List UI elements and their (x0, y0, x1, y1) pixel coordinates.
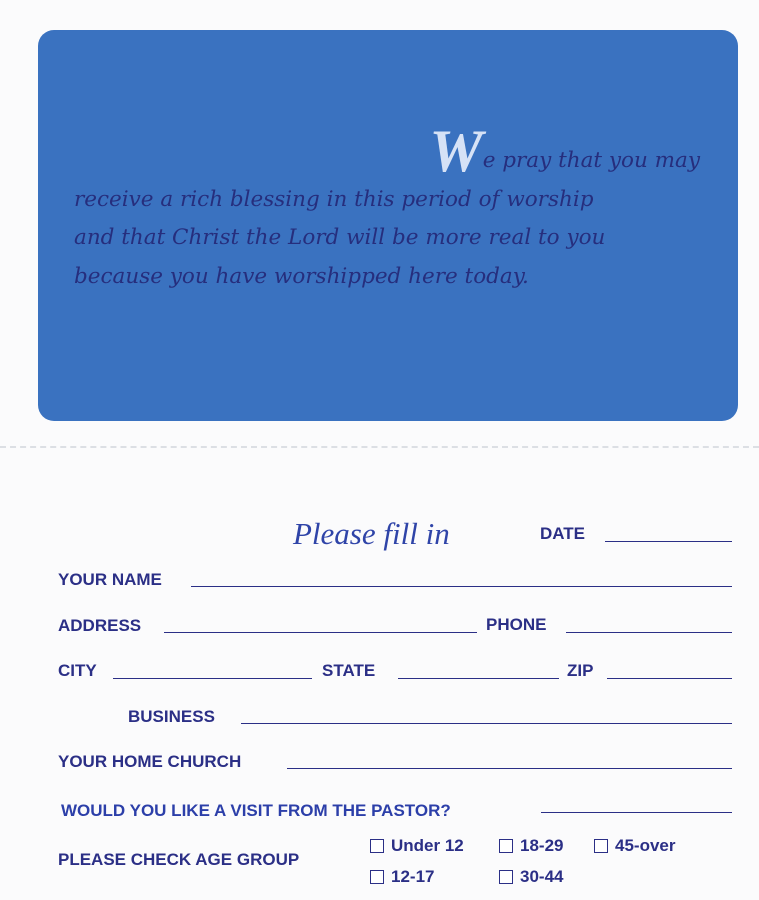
date-field[interactable] (605, 541, 732, 542)
drop-cap: W (429, 118, 483, 184)
age-group-label: PLEASE CHECK AGE GROUP (58, 850, 300, 869)
city-label: CITY (58, 661, 97, 680)
pastor-visit-label: WOULD YOU LIKE A VISIT FROM THE PASTOR? (61, 801, 451, 820)
age-option-30-44[interactable]: 30-44 (499, 867, 563, 887)
business-label: BUSINESS (128, 707, 215, 726)
phone-label: PHONE (486, 615, 547, 634)
pastor-visit-field[interactable] (541, 812, 732, 813)
name-label: YOUR NAME (58, 570, 162, 589)
state-label: STATE (322, 661, 376, 680)
zip-field[interactable] (607, 678, 732, 679)
checkbox-icon[interactable] (370, 870, 384, 884)
checkbox-icon[interactable] (499, 870, 513, 884)
address-label: ADDRESS (58, 616, 142, 635)
blessing-text (74, 118, 700, 296)
name-field[interactable] (191, 586, 732, 587)
age-option-12-17[interactable]: 12-17 (370, 867, 434, 887)
age-option-18-29[interactable]: 18-29 (499, 836, 563, 856)
phone-field[interactable] (566, 632, 732, 633)
blessing-line-2: receive a rich blessing in this period of worship (74, 186, 594, 212)
blessing-line-1: We pray that you may (429, 118, 700, 184)
home-church-field[interactable] (287, 768, 732, 769)
checkbox-icon[interactable] (594, 839, 608, 853)
perforation-divider (0, 446, 759, 448)
date-label: DATE (540, 524, 586, 543)
form-title: Please fill in (293, 516, 450, 551)
blessing-panel (38, 30, 738, 421)
business-field[interactable] (241, 723, 732, 724)
zip-label: ZIP (567, 661, 594, 680)
checkbox-icon[interactable] (499, 839, 513, 853)
state-field[interactable] (398, 678, 559, 679)
blessing-line-4: because you have worshipped here today. (74, 263, 529, 289)
age-option-under-12[interactable]: Under 12 (370, 836, 464, 856)
city-field[interactable] (113, 678, 312, 679)
address-field[interactable] (164, 632, 477, 633)
age-option-45-over[interactable]: 45-over (594, 836, 675, 856)
blessing-line-3: and that Christ the Lord will be more real to you (74, 225, 606, 250)
checkbox-icon[interactable] (370, 839, 384, 853)
home-church-label: YOUR HOME CHURCH (58, 752, 242, 771)
